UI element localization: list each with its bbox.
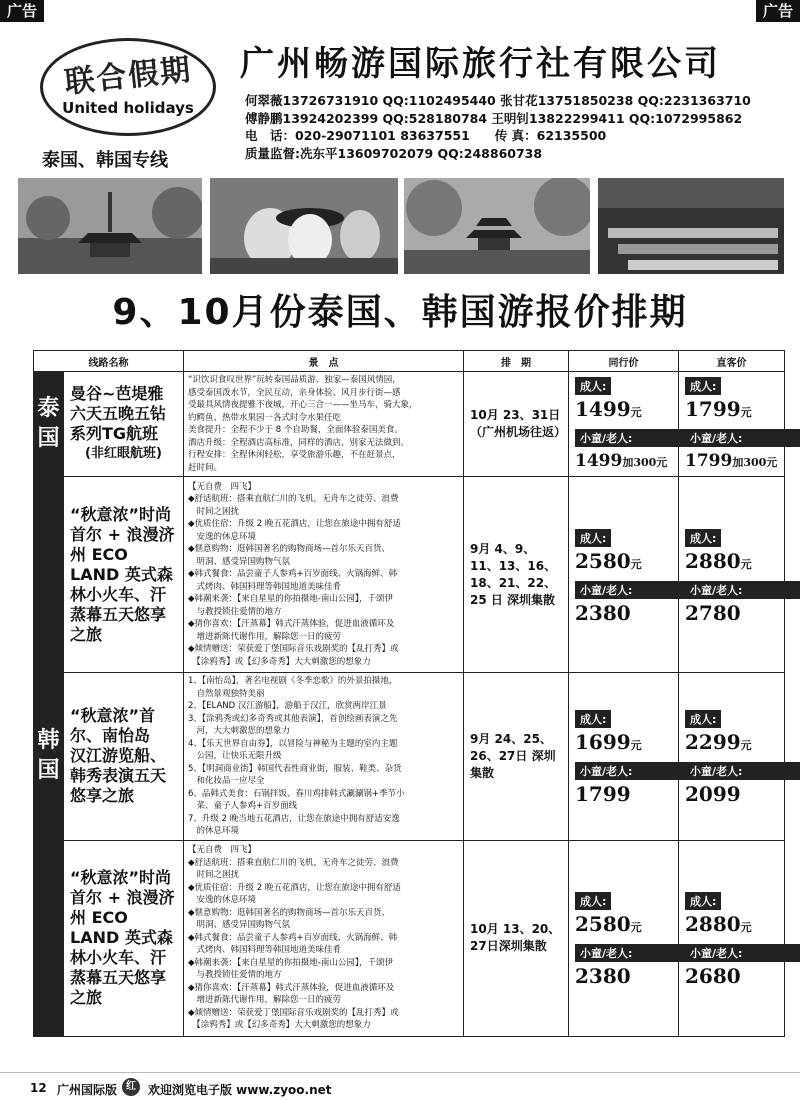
desc-line: ◆韩式餐食：品尝童子人参鸡+百岁面线、火锅海鲜、韩 [188, 932, 398, 943]
adult-price: 1699元 [575, 730, 642, 755]
adult-label: 成人: [685, 710, 721, 728]
child-label: 小童/老人: [685, 762, 800, 780]
direct-price [679, 477, 785, 673]
adult-label: 成人: [685, 892, 721, 910]
desc-line: 公园，让快乐无限升级 [188, 751, 282, 761]
contact-line: 傅静鹏13924202399 QQ:528180784 王明钊13822299411 QQ:1072995862 [245, 110, 743, 126]
desc-line: 明洞、感受异国购物气氛 [188, 920, 291, 931]
desc-line: 安逸的休息环境 [188, 895, 257, 906]
logo-cn-text: 联合假期 [62, 52, 194, 101]
contact-info [245, 92, 751, 162]
logo-en-text: United holidays [62, 99, 194, 117]
photo-strip [18, 178, 784, 274]
tour-schedule-table [33, 350, 785, 1037]
desc-line: 增进新陈代谢作用，解除您一日的疲劳 [188, 631, 342, 642]
desc-line: 钓鳄鱼、热带水果园一各式时令水果任吃 [188, 412, 342, 423]
schedule-dates: 9月 4、9、11、13、16、18、21、22、25 日 深圳集散 [464, 477, 569, 673]
seoul-palace-photo [18, 178, 202, 274]
desc-line: ◆优质住宿：升级 2 晚五花酒店，让您在旅途中拥有舒适 [188, 882, 401, 893]
direct-price [679, 840, 785, 1036]
route-name [64, 372, 184, 477]
adult-label: 成人: [575, 710, 611, 728]
desc-line: ◆惬意购物：逛韩国著名的购物商场—首尔乐天百货、 [188, 907, 391, 918]
child-label: 小童/老人: [575, 581, 697, 599]
header-direct-price: 直客价 [679, 351, 785, 372]
desc-line: 安逸的休息环境 [188, 531, 257, 542]
contact-line: 何翠薇13726731910 QQ:1102495440 张甘花13751850238 QQ:2231363710 [245, 93, 751, 108]
specialty-label: 泰国、韩国专线 [42, 150, 168, 171]
desc-line: 2、【ELAND 汉江游船】，游船于汉江，欣赏两岸江景 [188, 701, 387, 711]
child-label: 小童/老人: [685, 429, 800, 447]
desc-line: ◆舒适航班：搭乘直航仁川的飞机，无舟车之徒劳、浪费 [188, 857, 399, 868]
desc-line: ◆韩潮来袭：【来自星星的你拍摄地-南山公园】，千颂伊 [188, 594, 394, 605]
desc-line: 自然景观独特美丽 [188, 688, 265, 699]
child-label: 小童/老人: [685, 581, 800, 599]
country-thailand: 泰国 [34, 372, 64, 477]
page-number: 12 [30, 1081, 47, 1095]
header-peer-price: 同行价 [569, 351, 679, 372]
adult-price: 2880元 [685, 548, 752, 573]
desc-line: 【涂鸦秀】或【幻多奇秀】大大刺激您的想象力 [188, 656, 371, 667]
route-name: “秋意浓”时尚首尔 + 浪漫济州 ECO LAND 英式森林小火车、汗蒸幕五天悠享之旅 [64, 477, 184, 673]
table-row [34, 477, 785, 673]
peer-price [569, 477, 679, 673]
seoul-palace-image [18, 178, 202, 274]
buffet-restaurant-photo [598, 178, 784, 274]
header-dates: 排 期 [464, 351, 569, 372]
schedule-dates: 9月 24、25、26、27日 深圳集散 [464, 673, 569, 841]
child-price: 2099 [685, 782, 741, 807]
schedule-dates: 10月 13、20、27日深圳集散 [464, 840, 569, 1036]
child-label: 小童/老人: [575, 762, 697, 780]
adult-price: 2299元 [685, 730, 752, 755]
table-header-row [34, 351, 785, 372]
child-price: 2680 [685, 964, 741, 988]
desc-line: 式烤肉、韩国料理等韩国地道美味佳肴 [188, 581, 342, 592]
peer-price [569, 673, 679, 841]
korean-mask-dance-photo [210, 178, 398, 274]
company-name: 广州畅游国际旅行社有限公司 [240, 44, 721, 84]
desc-line: 美食提升：全程不少于 8 个自助餐，全面体验泰国美食。 [188, 425, 403, 435]
page-headline: 9、10月份泰国、韩国游报价排期 [112, 292, 688, 333]
route-note: (非红眼航班) [85, 446, 162, 461]
child-label: 小童/老人: [575, 429, 697, 447]
child-label: 小童/老人: [575, 944, 697, 962]
peer-price [569, 372, 679, 477]
table-row [34, 372, 785, 477]
child-price: 2780 [685, 600, 741, 625]
desc-line: 感受泰国泼水节，全民互动，亲身体验、风月步行街—感 [188, 387, 401, 398]
ad-tag-left: 广告 [0, 0, 44, 22]
desc-line: “识饮识食叹世界”玩转泰国品质游、独家—泰国风情园， [188, 375, 401, 385]
desc-line: 【涂鸦秀】或【幻多奇秀】大大刺激您的想象力 [188, 1020, 371, 1031]
child-price: 1499加300元 [575, 451, 668, 471]
adult-price: 1499元 [575, 397, 642, 421]
desc-line: 酒店升级：全程酒店高标准，同样的酒店，别家无法做到。 [188, 437, 410, 448]
route-name: “秋意浓”时尚首尔 + 浪漫济州 ECO LAND 英式森林小火车、汗蒸幕五天悠享之旅 [64, 840, 184, 1036]
adult-label: 成人: [575, 377, 611, 395]
adult-label: 成人: [685, 377, 721, 395]
desc-line: 与教授锁住爱情的地方 [188, 970, 282, 981]
korean-castle-photo [404, 178, 590, 274]
desc-line: 行程安排：全程休闲轻松，享受旅游乐趣，不在赶景点， [188, 450, 401, 460]
route-description [184, 477, 464, 673]
desc-line: ◆猜你喜欢：【汗蒸幕】韩式汗蒸体验，促进血液循环及 [188, 619, 395, 630]
publication-name: 广州国际版 [57, 1083, 118, 1097]
desc-line: 增进新陈代谢作用，解除您一日的疲劳 [188, 995, 342, 1006]
route-title: 曼谷~芭堤雅六天五晚五钻系列TG航班 [70, 384, 167, 443]
country-korea: 韩国 [34, 477, 64, 1037]
desc-line: 菜、童子人参鸡+百岁面线 [188, 801, 298, 811]
desc-line: 明洞、感受异国购物气氛 [188, 556, 291, 567]
desc-line: 时间之困扰 [188, 870, 240, 881]
desc-line: ◆韩式餐食：品尝童子人参鸡+百岁面线、火锅海鲜、韩 [188, 569, 398, 580]
desc-line: 和化妆品一应尽全 [188, 776, 265, 786]
direct-price [679, 372, 785, 477]
desc-line: 5、【明洞商业街】韩国代表性商业街，服装、鞋类、杂货 [188, 763, 402, 774]
table-row [34, 673, 785, 841]
desc-line: ◆倾情赠送：荣获爱丁堡国际音乐戏剧奖的【乱打秀】或 [188, 644, 399, 655]
red-badge-icon: 红 [122, 1078, 140, 1096]
child-price: 2380 [575, 964, 631, 988]
route-description [184, 372, 464, 477]
contact-line: 质量监督:冼东平13609702079 QQ:248860738 [245, 145, 543, 161]
desc-line: 【无自费 四飞】 [188, 845, 257, 856]
peer-price [569, 840, 679, 1036]
contact-line: 电 话：020-29071101 83637551 传 真：62135500 [245, 128, 607, 143]
child-label: 小童/老人: [685, 944, 800, 962]
desc-line: 【无自费 四飞】 [188, 481, 257, 492]
route-name: “秋意浓”首尔、南怡岛 汉江游览船、韩秀表演五天悠享之旅 [64, 673, 184, 841]
header-route: 线路名称 [34, 351, 184, 372]
desc-line: 受最具风情夜提雅不夜城，开心三合一——坐马车，骑大象， [188, 400, 418, 410]
child-price: 1799 [575, 782, 631, 807]
desc-line: 赶时间。 [188, 462, 223, 473]
desc-line: ◆舒适航班：搭乘直航仁川的飞机，无舟车之徒劳、浪费 [188, 494, 399, 505]
desc-line: 1、【南怡岛】，著名电视剧《冬季恋歌》的外景拍摄地， [188, 676, 398, 686]
desc-line: ◆倾情赠送：荣获爱丁堡国际音乐戏剧奖的【乱打秀】或 [188, 1007, 399, 1018]
united-holidays-logo [40, 38, 216, 136]
adult-label: 成人: [685, 529, 721, 547]
table-row [34, 840, 785, 1036]
route-description [184, 840, 464, 1036]
desc-line: ◆韩潮来袭：【来自星星的你拍摄地-南山公园】，千颂伊 [188, 957, 394, 968]
desc-line: 4、【乐天世界自由券】，以冒险与神秘为主题的室内主题 [188, 738, 398, 749]
adult-price: 2580元 [575, 548, 642, 573]
desc-line: 7、升级 2 晚当地五花酒店，让您在旅途中拥有舒适安逸 [188, 813, 400, 824]
desc-line: ◆猜你喜欢：【汗蒸幕】韩式汗蒸体验，促进血液循环及 [188, 982, 395, 993]
ad-tag-right: 广告 [756, 0, 800, 22]
adult-price: 2580元 [575, 912, 642, 936]
buffet-image [598, 178, 784, 274]
route-description [184, 673, 464, 841]
direct-price [679, 673, 785, 841]
desc-line: ◆惬意购物：逛韩国著名的购物商场—首尔乐天百货、 [188, 544, 391, 555]
adult-price: 2880元 [685, 912, 752, 936]
website-link[interactable]: 欢迎浏览电子版 www.zyoo.net [148, 1083, 332, 1097]
castle-image [404, 178, 590, 274]
desc-line: 式烤肉、韩国料理等韩国地道美味佳肴 [188, 945, 342, 956]
header-sights: 景 点 [184, 351, 464, 372]
desc-line: 与教授锁住爱情的地方 [188, 606, 282, 617]
adult-label: 成人: [575, 529, 611, 547]
desc-line: 3、【涂鸦秀或幻多奇秀或其他表演】，首创绘画表演之先 [188, 713, 398, 724]
desc-line: 时间之困扰 [188, 506, 240, 517]
adult-price: 1799元 [685, 397, 752, 421]
footer-divider [0, 1072, 800, 1073]
page-footer [0, 1076, 800, 1100]
desc-line: 河，大大刺激您的想象力 [188, 726, 291, 736]
adult-label: 成人: [575, 892, 611, 910]
desc-line: 的休息环境 [188, 826, 240, 836]
child-price: 2380 [575, 600, 631, 625]
mask-dance-image [210, 178, 398, 274]
child-price: 1799加300元 [685, 451, 778, 471]
desc-line: 6、品韩式美食：石锅拌饭、春川鸡排韩式涮涮锅+季节小 [188, 788, 405, 799]
desc-line: ◆优质住宿：升级 2 晚五花酒店，让您在旅途中拥有舒适 [188, 519, 401, 530]
schedule-dates: 10月 23、31日（广州机场往返） [464, 372, 569, 477]
